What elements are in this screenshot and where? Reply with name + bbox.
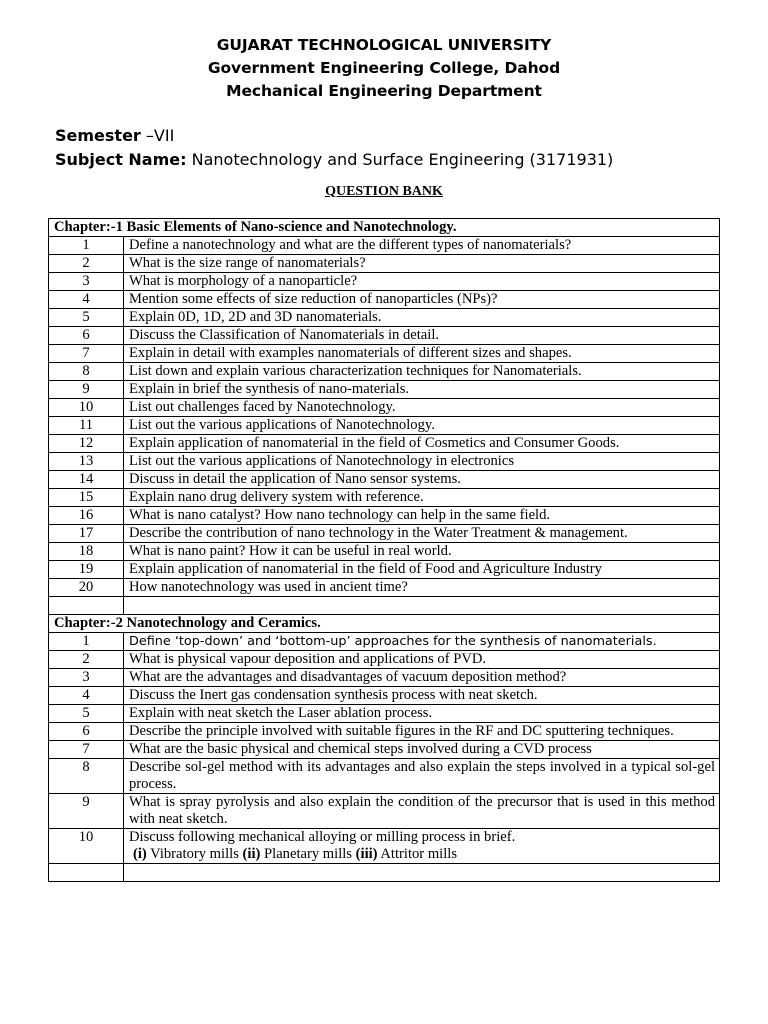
question-number: 10 bbox=[49, 829, 124, 864]
empty-cell bbox=[124, 864, 720, 882]
question-text-content: What is the size range of nanomaterials? bbox=[129, 255, 366, 271]
question-text bbox=[124, 741, 720, 759]
question-row bbox=[49, 399, 720, 417]
question-number: 2 bbox=[49, 651, 124, 669]
question-text-content: Define ‘top-down’ and ‘bottom-up’ approaches for the synthesis of nanomaterials. bbox=[129, 634, 657, 649]
subject-label: Subject Name: bbox=[55, 150, 187, 169]
question-text-content: Explain nano drug delivery system with reference. bbox=[129, 489, 424, 505]
question-number: 6 bbox=[49, 723, 124, 741]
question-number: 14 bbox=[49, 471, 124, 489]
question-number: 3 bbox=[49, 669, 124, 687]
question-number: 10 bbox=[49, 399, 124, 417]
subject-value: Nanotechnology and Surface Engineering (3171931) bbox=[191, 150, 614, 169]
question-number: 5 bbox=[49, 309, 124, 327]
question-number: 16 bbox=[49, 507, 124, 525]
question-number: 6 bbox=[49, 327, 124, 345]
question-text-content: Discuss the Inert gas condensation synthesis process with neat sketch. bbox=[129, 687, 538, 703]
question-row bbox=[49, 579, 720, 597]
question-text-content: Describe the contribution of nano technology in the Water Treatment & management. bbox=[129, 525, 628, 541]
question-number: 8 bbox=[49, 363, 124, 381]
question-text-content: Explain application of nanomaterial in the field of Food and Agriculture Industry bbox=[129, 561, 602, 577]
question-text-content: Describe sol-gel method with its advantages and also explain the steps involved in a typical sol-gel process. bbox=[129, 759, 715, 792]
mill-types bbox=[129, 846, 715, 863]
question-number: 15 bbox=[49, 489, 124, 507]
mill-ii-text: Planetary mills bbox=[264, 846, 352, 862]
mill-iii-text: Attritor mills bbox=[380, 846, 458, 862]
question-text-content: Define a nanotechnology and what are the different types of nanomaterials? bbox=[129, 237, 572, 253]
question-text bbox=[124, 507, 720, 525]
question-text bbox=[124, 651, 720, 669]
empty-row bbox=[49, 597, 720, 615]
question-number: 17 bbox=[49, 525, 124, 543]
question-number: 20 bbox=[49, 579, 124, 597]
question-text bbox=[124, 327, 720, 345]
question-row bbox=[49, 309, 720, 327]
question-row bbox=[49, 363, 720, 381]
question-number: 8 bbox=[49, 759, 124, 794]
question-row bbox=[49, 669, 720, 687]
empty-row bbox=[49, 864, 720, 882]
question-number: 12 bbox=[49, 435, 124, 453]
question-number: 2 bbox=[49, 255, 124, 273]
question-number: 5 bbox=[49, 705, 124, 723]
chapter-heading: Chapter:-2 Nanotechnology and Ceramics. bbox=[49, 615, 720, 633]
question-row bbox=[49, 273, 720, 291]
chapter-heading-row bbox=[49, 615, 720, 633]
question-text bbox=[124, 399, 720, 417]
question-text-content: What is nano catalyst? How nano technology can help in the same field. bbox=[129, 507, 551, 523]
question-number: 19 bbox=[49, 561, 124, 579]
question-row bbox=[49, 543, 720, 561]
mill-i-label: (i) bbox=[133, 846, 147, 862]
question-text bbox=[124, 273, 720, 291]
question-text bbox=[124, 723, 720, 741]
question-text-content: How nanotechnology was used in ancient time? bbox=[129, 579, 408, 595]
question-row bbox=[49, 759, 720, 794]
question-row bbox=[49, 435, 720, 453]
question-text bbox=[124, 345, 720, 363]
question-text bbox=[124, 829, 720, 864]
question-text-content: What is physical vapour deposition and applications of PVD. bbox=[129, 651, 487, 667]
college-name: Government Engineering College, Dahod bbox=[207, 59, 561, 77]
question-text bbox=[124, 237, 720, 255]
question-text-content: What is nano paint? How it can be useful in real world. bbox=[129, 543, 452, 559]
question-text-content: What are the basic physical and chemical steps involved during a CVD process bbox=[129, 741, 592, 757]
document-header bbox=[0, 34, 768, 103]
question-text-content: Discuss the Classification of Nanomaterials in detail. bbox=[129, 327, 440, 343]
empty-cell bbox=[49, 864, 124, 882]
mill-iii-label: (iii) bbox=[355, 846, 378, 862]
question-text-content: List out challenges faced by Nanotechnology. bbox=[129, 399, 396, 415]
question-row bbox=[49, 291, 720, 309]
question-text-content: Mention some effects of size reduction of nanoparticles (NPs)? bbox=[129, 291, 498, 307]
question-number: 9 bbox=[49, 381, 124, 399]
question-text bbox=[124, 255, 720, 273]
question-row bbox=[49, 453, 720, 471]
question-text bbox=[124, 669, 720, 687]
question-row bbox=[49, 705, 720, 723]
semester-label: Semester bbox=[55, 126, 141, 145]
empty-cell bbox=[49, 597, 124, 615]
question-text-content: List down and explain various characterization techniques for Nanomaterials. bbox=[129, 363, 582, 379]
question-text bbox=[124, 381, 720, 399]
question-row bbox=[49, 489, 720, 507]
question-number: 13 bbox=[49, 453, 124, 471]
question-number: 7 bbox=[49, 741, 124, 759]
question-text bbox=[124, 525, 720, 543]
question-text bbox=[124, 471, 720, 489]
course-meta bbox=[55, 124, 613, 172]
question-text bbox=[124, 435, 720, 453]
question-row bbox=[49, 507, 720, 525]
question-row bbox=[49, 561, 720, 579]
question-number: 3 bbox=[49, 273, 124, 291]
question-text bbox=[124, 561, 720, 579]
question-number: 11 bbox=[49, 417, 124, 435]
question-text-content: What are the advantages and disadvantages of vacuum deposition method? bbox=[129, 669, 567, 685]
question-row bbox=[49, 651, 720, 669]
question-text-content: Discuss following mechanical alloying or milling process in brief. bbox=[129, 829, 516, 845]
question-text-content: Discuss in detail the application of Nano sensor systems. bbox=[129, 471, 461, 487]
question-number: 18 bbox=[49, 543, 124, 561]
question-row bbox=[49, 255, 720, 273]
question-text-content: What is spray pyrolysis and also explain the condition of the precursor that is used in this method with neat sketch. bbox=[129, 794, 715, 827]
department-name: Mechanical Engineering Department bbox=[226, 82, 542, 100]
question-row bbox=[49, 794, 720, 829]
question-text bbox=[124, 363, 720, 381]
question-text bbox=[124, 291, 720, 309]
question-row bbox=[49, 633, 720, 651]
mill-ii-label: (ii) bbox=[242, 846, 261, 862]
question-text bbox=[124, 633, 720, 651]
question-row bbox=[49, 417, 720, 435]
mill-i-text: Vibratory mills bbox=[150, 846, 239, 862]
subject-line bbox=[55, 148, 613, 172]
question-text bbox=[124, 543, 720, 561]
question-text bbox=[124, 417, 720, 435]
question-text-content: Explain in brief the synthesis of nano-materials. bbox=[129, 381, 410, 397]
question-number: 4 bbox=[49, 291, 124, 309]
question-text bbox=[124, 309, 720, 327]
university-name: GUJARAT TECHNOLOGICAL UNIVERSITY bbox=[216, 36, 552, 54]
question-row bbox=[49, 237, 720, 255]
question-row bbox=[49, 381, 720, 399]
question-table bbox=[48, 218, 720, 882]
question-row bbox=[49, 741, 720, 759]
question-number: 9 bbox=[49, 794, 124, 829]
question-row bbox=[49, 471, 720, 489]
question-text bbox=[124, 687, 720, 705]
semester-line bbox=[55, 124, 613, 148]
question-number: 1 bbox=[49, 633, 124, 651]
chapter-heading: Chapter:-1 Basic Elements of Nano-science and Nanotechnology. bbox=[49, 219, 720, 237]
question-number: 4 bbox=[49, 687, 124, 705]
question-row bbox=[49, 723, 720, 741]
question-text-content: Explain application of nanomaterial in the field of Cosmetics and Consumer Goods. bbox=[129, 435, 620, 451]
chapter-heading-row bbox=[49, 219, 720, 237]
semester-value: –VII bbox=[145, 126, 175, 145]
question-text bbox=[124, 489, 720, 507]
empty-cell bbox=[124, 597, 720, 615]
question-text bbox=[124, 794, 720, 829]
question-text bbox=[124, 759, 720, 794]
question-text-content: List out the various applications of Nanotechnology in electronics bbox=[129, 453, 515, 469]
question-text bbox=[124, 453, 720, 471]
question-text bbox=[124, 705, 720, 723]
question-row bbox=[49, 829, 720, 864]
question-text-content: List out the various applications of Nanotechnology. bbox=[129, 417, 435, 433]
question-row bbox=[49, 525, 720, 543]
question-row bbox=[49, 687, 720, 705]
question-text-content: Describe the principle involved with suitable figures in the RF and DC sputtering techniques. bbox=[129, 723, 674, 739]
question-text bbox=[124, 579, 720, 597]
question-text-content: Explain 0D, 1D, 2D and 3D nanomaterials. bbox=[129, 309, 382, 325]
question-text-content: Explain with neat sketch the Laser ablation process. bbox=[129, 705, 433, 721]
question-row bbox=[49, 327, 720, 345]
question-text-content: Explain in detail with examples nanomaterials of different sizes and shapes. bbox=[129, 345, 572, 361]
question-text-content: What is morphology of a nanoparticle? bbox=[129, 273, 358, 289]
question-bank-title: QUESTION BANK bbox=[325, 184, 443, 199]
question-number: 1 bbox=[49, 237, 124, 255]
question-number: 7 bbox=[49, 345, 124, 363]
question-row bbox=[49, 345, 720, 363]
